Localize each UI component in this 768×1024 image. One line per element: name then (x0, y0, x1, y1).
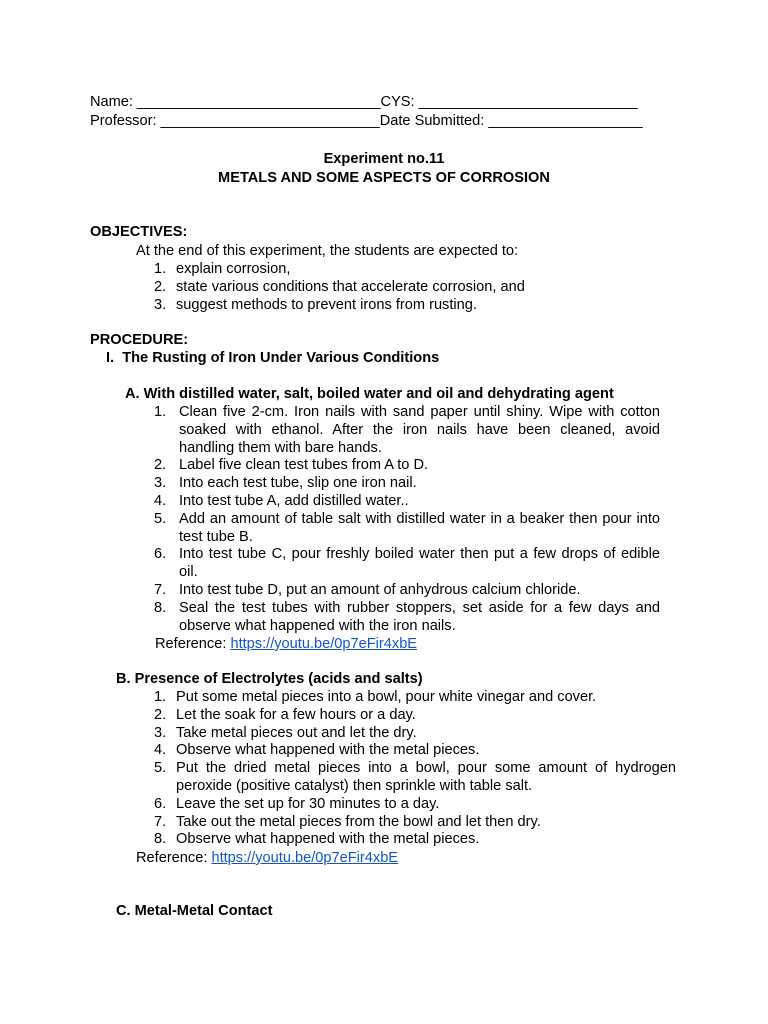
experiment-number: Experiment no.11 (323, 151, 445, 167)
list-item: 5. Add an amount of table salt with distilled water in a beaker then pour into test tube B. (154, 510, 660, 545)
section-a-steps (154, 404, 660, 635)
list-item: 3. Into each test tube, slip one iron nail. (154, 475, 417, 492)
experiment-title: METALS AND SOME ASPECTS OF CORROSION (218, 170, 550, 186)
list-item: 2. Let the soak for a few hours or a day. (154, 706, 416, 723)
professor-date-line: Professor: ___________________________Date Submitted: ___________________ (90, 113, 643, 129)
list-item: 5. Put the dried metal pieces into a bowl, pour some amount of hydrogen peroxide (positive catalyst) then sprinkle with table salt. (154, 760, 676, 794)
procedure-heading: PROCEDURE: (90, 332, 189, 348)
list-item: 4. Observe what happened with the metal pieces. (154, 742, 480, 759)
list-item: 6. Leave the set up for 30 minutes to a day. (154, 795, 440, 812)
list-item: 8. Seal the test tubes with rubber stoppers, set aside for a few days and observe what happened with the iron nails. (154, 599, 660, 634)
section-b-steps (154, 689, 676, 849)
list-item: 8. Observe what happened with the metal pieces. (154, 831, 480, 848)
objectives-intro: At the end of this experiment, the students are expected to: (136, 243, 519, 259)
section-b-reference-link[interactable]: https://youtu.be/0p7eFir4xbE (211, 850, 399, 866)
section-b-heading: B. Presence of Electrolytes (acids and salts) (116, 671, 423, 687)
procedure-part-one-heading: I. The Rusting of Iron Under Various Conditions (106, 350, 440, 366)
section-a-reference-link[interactable]: https://youtu.be/0p7eFir4xbE (230, 636, 418, 652)
list-item: 6. Into test tube C, pour freshly boiled water then put a few drops of edible oil. (154, 546, 660, 581)
section-b-reference: Reference: https://youtu.be/0p7eFir4xbE (136, 850, 399, 866)
list-item: 7. Take out the metal pieces from the bowl and let then dry. (154, 813, 541, 830)
list-item: 1. Put some metal pieces into a bowl, pour white vinegar and cover. (154, 689, 597, 705)
list-item: 2. state various conditions that accelerate corrosion, and (154, 278, 525, 295)
objectives-heading: OBJECTIVES: (90, 224, 188, 240)
list-item: 3. Take metal pieces out and let the dry. (154, 724, 417, 741)
list-item: 2. Label five clean test tubes from A to D. (154, 457, 429, 474)
objectives-list (154, 261, 654, 314)
list-item: 4. Into test tube A, add distilled water.. (154, 492, 409, 509)
section-a-heading: A. With distilled water, salt, boiled water and oil and dehydrating agent (125, 386, 614, 402)
list-item: 1. explain corrosion, (154, 261, 291, 277)
list-item: 7. Into test tube D, put an amount of anhydrous calcium chloride. (154, 581, 581, 598)
name-cys-line: Name: ______________________________CYS: ___________________________ (90, 94, 638, 110)
section-c-heading: C. Metal-Metal Contact (116, 903, 273, 919)
list-item: 3. suggest methods to prevent irons from rusting. (154, 296, 477, 313)
section-a-reference: Reference: https://youtu.be/0p7eFir4xbE (155, 636, 418, 652)
list-item: 1. Clean five 2-cm. Iron nails with sand paper until shiny. Wipe with cotton soaked with ethanol. After the iron nails have been cleaned, avoid handling them with bare hands. (154, 404, 660, 456)
